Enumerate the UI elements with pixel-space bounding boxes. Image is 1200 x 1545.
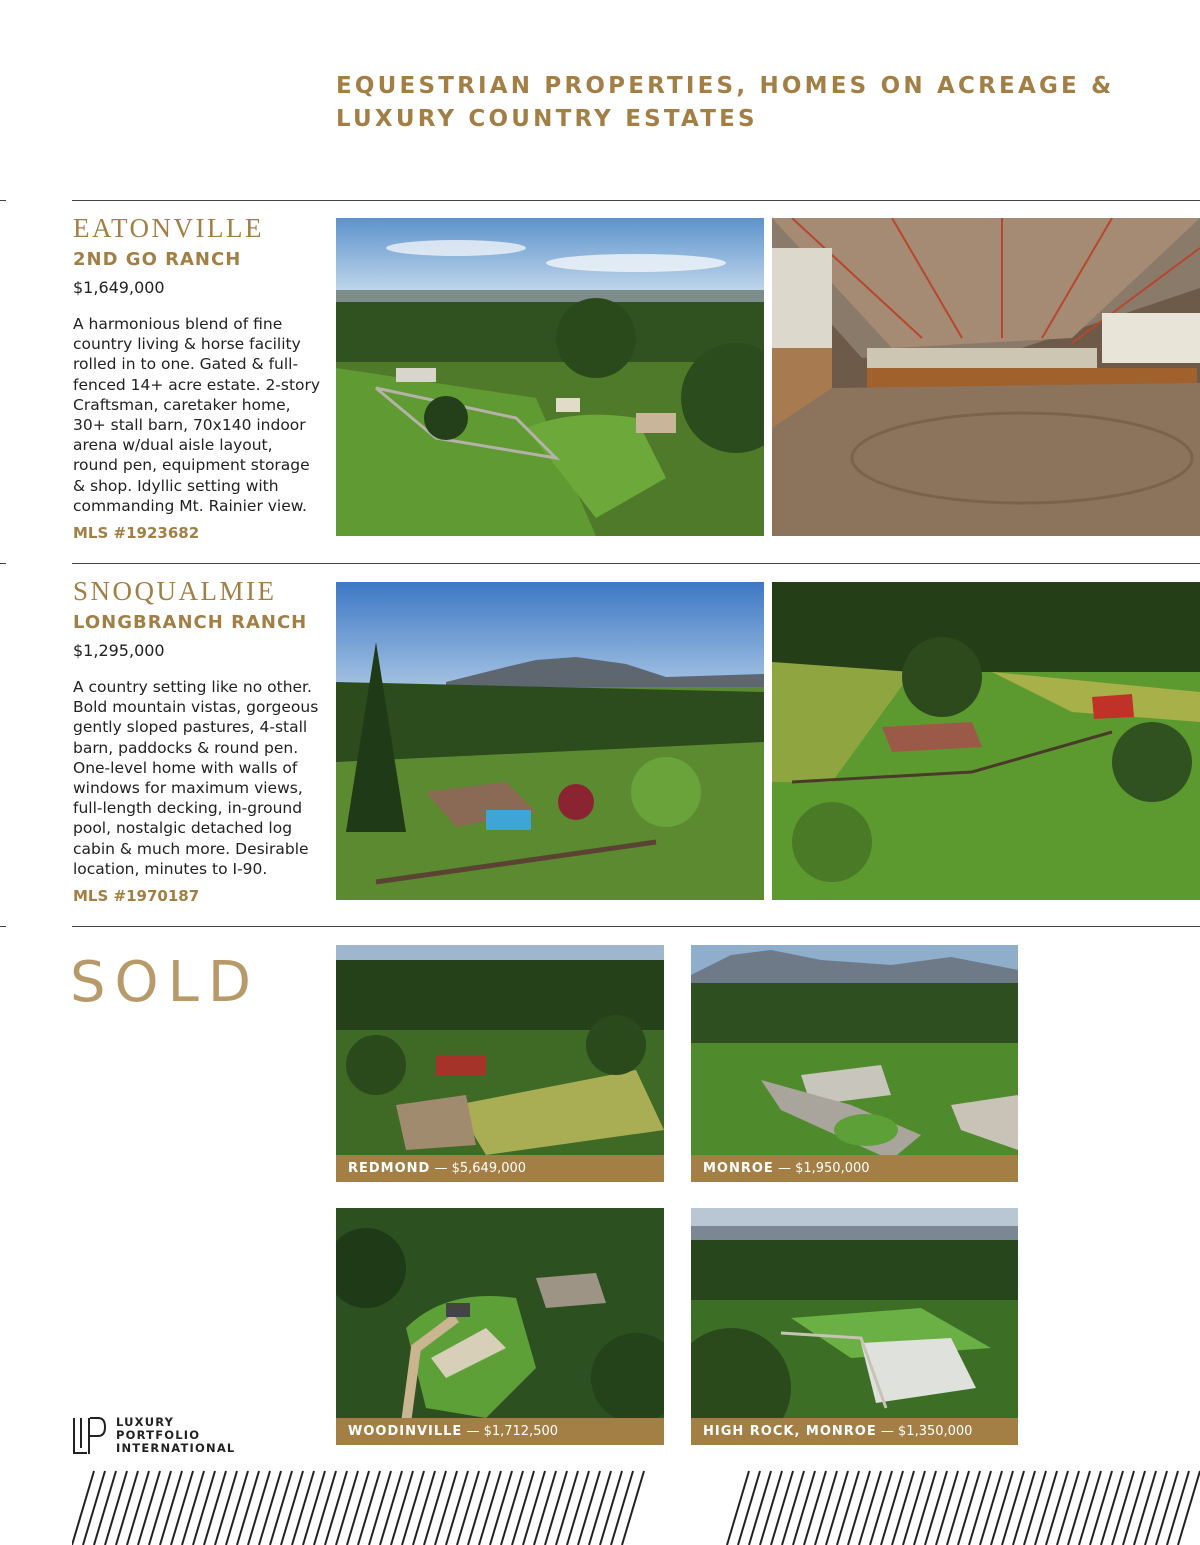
sold-caption	[691, 1155, 1018, 1182]
stripe-line	[127, 1471, 149, 1545]
stripe-line	[1079, 1471, 1101, 1545]
stripe-line	[1145, 1471, 1167, 1545]
stripe-line	[936, 1471, 958, 1545]
listing-name: 2ND GO RANCH	[73, 249, 242, 270]
stripe-line	[380, 1471, 402, 1545]
stripe-line	[903, 1471, 925, 1545]
section-divider	[72, 200, 1200, 201]
stripe-line	[760, 1471, 782, 1545]
stripe-line	[259, 1471, 281, 1545]
section-divider	[72, 563, 1200, 564]
stripe-line	[611, 1471, 633, 1545]
stripe-line	[793, 1471, 815, 1545]
sold-card[interactable]	[336, 1208, 664, 1445]
listing-name: LONGBRANCH RANCH	[73, 612, 308, 633]
stripe-line	[600, 1471, 622, 1545]
stripe-line	[248, 1471, 270, 1545]
stripe-line	[826, 1471, 848, 1545]
stripe-line	[567, 1471, 589, 1545]
stripe-line	[226, 1471, 248, 1545]
sold-caption	[691, 1418, 1018, 1445]
stripe-line	[149, 1471, 171, 1545]
listing-mls: MLS #1970187	[73, 887, 200, 905]
sold-caption	[336, 1418, 664, 1445]
sold-price: — $5,649,000	[434, 1161, 527, 1176]
stripe-line	[182, 1471, 204, 1545]
listing-price: $1,649,000	[73, 278, 165, 297]
stripe-line	[435, 1471, 457, 1545]
stripe-line	[1156, 1471, 1178, 1545]
section-divider	[72, 926, 1200, 927]
sold-price: — $1,950,000	[777, 1161, 870, 1176]
stripe-line	[622, 1471, 644, 1545]
sold-price: — $1,350,000	[880, 1424, 973, 1439]
stripe-line	[204, 1471, 226, 1545]
stripe-line	[94, 1471, 116, 1545]
stripe-line	[749, 1471, 771, 1545]
stripe-line	[804, 1471, 826, 1545]
stripe-line	[1090, 1471, 1112, 1545]
stripe-line	[1035, 1471, 1057, 1545]
stripe-line	[1057, 1471, 1079, 1545]
listing-city: EATONVILLE	[73, 213, 264, 243]
stripe-line	[501, 1471, 523, 1545]
stripe-line	[545, 1471, 567, 1545]
stripe-line	[534, 1471, 556, 1545]
logo-line-3: INTERNATIONAL	[116, 1441, 236, 1455]
stripe-line	[72, 1471, 94, 1545]
listing-photo-aerial-ranch[interactable]	[336, 218, 764, 536]
listing-photo-pastures[interactable]	[772, 582, 1200, 900]
stripe-line	[413, 1471, 435, 1545]
sold-place: HIGH ROCK, MONROE	[703, 1424, 877, 1439]
sold-card[interactable]	[691, 945, 1018, 1182]
stripe-line	[914, 1471, 936, 1545]
stripe-line	[215, 1471, 237, 1545]
margin-tick	[0, 563, 6, 564]
header-line-2: LUXURY COUNTRY ESTATES	[336, 106, 758, 132]
stripe-line	[391, 1471, 413, 1545]
stripe-line	[424, 1471, 446, 1545]
stripe-line	[314, 1471, 336, 1545]
listing-mls: MLS #1923682	[73, 524, 200, 542]
stripe-line	[138, 1471, 160, 1545]
stripe-line	[1024, 1471, 1046, 1545]
stripe-line	[589, 1471, 611, 1545]
stripe-line	[738, 1471, 760, 1545]
sold-card[interactable]	[336, 945, 664, 1182]
listing-photo-home-pool[interactable]	[336, 582, 764, 900]
lp-monogram-icon	[72, 1415, 108, 1457]
sold-title: SOLD	[70, 950, 260, 1015]
stripe-line	[490, 1471, 512, 1545]
stripe-line	[991, 1471, 1013, 1545]
stripe-line	[358, 1471, 380, 1545]
listing-description: A country setting like no other. Bold mountain vistas, gorgeous gently sloped pastures, 4-stall barn, paddocks & round pen. One-level home with walls of windows for maximum views, full-length decking, in-ground pool, nostalgic detached log cabin & much more. Desirable location, minutes to I-90.	[73, 678, 319, 878]
stripe-line	[1068, 1471, 1090, 1545]
stripe-line	[193, 1471, 215, 1545]
stripe-line	[292, 1471, 314, 1545]
stripe-line	[171, 1471, 193, 1545]
header-line-1: EQUESTRIAN PROPERTIES, HOMES ON ACREAGE &	[336, 73, 1115, 99]
stripe-line	[881, 1471, 903, 1545]
listing-price: $1,295,000	[73, 641, 165, 660]
decorative-stripes	[72, 1468, 1200, 1545]
stripe-line	[116, 1471, 138, 1545]
logo-line-1: LUXURY	[116, 1415, 175, 1429]
listing-city: SNOQUALMIE	[73, 576, 277, 606]
logo-line-2: PORTFOLIO	[116, 1428, 201, 1442]
margin-tick	[0, 200, 6, 201]
stripe-line	[270, 1471, 292, 1545]
sold-place: MONROE	[703, 1161, 774, 1176]
stripe-line	[369, 1471, 391, 1545]
stripe-line	[1013, 1471, 1035, 1545]
sold-place: REDMOND	[348, 1161, 431, 1176]
stripe-line	[281, 1471, 303, 1545]
luxury-portfolio-logo	[72, 1415, 242, 1457]
stripe-line	[512, 1471, 534, 1545]
stripe-line	[303, 1471, 325, 1545]
stripe-line	[1101, 1471, 1123, 1545]
stripe-line	[969, 1471, 991, 1545]
stripe-line	[958, 1471, 980, 1545]
stripe-line	[870, 1471, 892, 1545]
sold-card[interactable]	[691, 1208, 1018, 1445]
stripe-line	[815, 1471, 837, 1545]
margin-tick	[0, 926, 6, 927]
listing-description: A harmonious blend of fine country living & horse facility rolled in to one. Gated & full- fenced 14+ acre estate. 2-story Craftsman, caretaker home, 30+ stall barn, 70x140 indoor arena w/dual aisle layout, round pen, equipment storage & shop. Idyllic setting with commanding Mt. Rainier view.	[73, 315, 321, 515]
stripe-line	[947, 1471, 969, 1545]
stripe-line	[782, 1471, 804, 1545]
stripe-line	[1178, 1471, 1200, 1545]
stripe-line	[925, 1471, 947, 1545]
stripe-line	[892, 1471, 914, 1545]
stripe-line	[556, 1471, 578, 1545]
stripe-line	[83, 1471, 105, 1545]
stripe-line	[1002, 1471, 1024, 1545]
stripe-line	[347, 1471, 369, 1545]
stripe-line	[402, 1471, 424, 1545]
page-header	[336, 70, 1156, 136]
sold-place: WOODINVILLE	[348, 1424, 463, 1439]
stripe-line	[160, 1471, 182, 1545]
stripe-line	[1112, 1471, 1134, 1545]
stripe-line	[1134, 1471, 1156, 1545]
stripe-line	[105, 1471, 127, 1545]
stripe-line	[980, 1471, 1002, 1545]
sold-caption	[336, 1155, 664, 1182]
stripe-line	[837, 1471, 859, 1545]
stripe-line	[479, 1471, 501, 1545]
listing-photo-indoor-arena[interactable]	[772, 218, 1200, 536]
stripe-line	[727, 1471, 749, 1545]
stripe-line	[446, 1471, 468, 1545]
stripe-line	[457, 1471, 479, 1545]
stripe-line	[237, 1471, 259, 1545]
stripe-line	[1123, 1471, 1145, 1545]
stripe-line	[336, 1471, 358, 1545]
stripe-line	[859, 1471, 881, 1545]
stripe-line	[1046, 1471, 1068, 1545]
sold-price: — $1,712,500	[466, 1424, 559, 1439]
stripe-line	[578, 1471, 600, 1545]
stripe-line	[523, 1471, 545, 1545]
stripe-line	[771, 1471, 793, 1545]
stripe-line	[325, 1471, 347, 1545]
stripe-line	[848, 1471, 870, 1545]
stripe-line	[1167, 1471, 1189, 1545]
stripe-line	[468, 1471, 490, 1545]
